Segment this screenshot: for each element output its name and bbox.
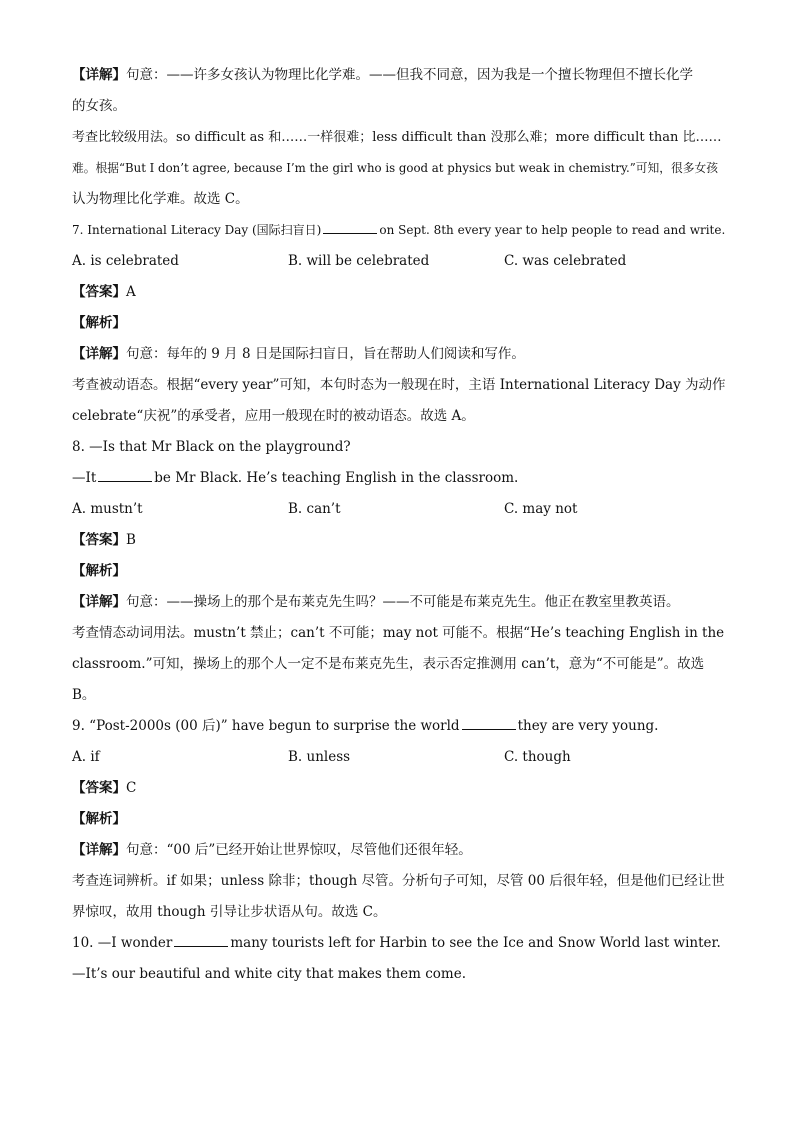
- q7-stem: [72, 215, 727, 246]
- q8-option-c: C. may not: [504, 501, 578, 517]
- q9-stem-part: they are very young.: [517, 718, 659, 734]
- q6-detail-cont: 的女孩。: [72, 98, 126, 114]
- q8-stem-reply: [72, 463, 727, 494]
- q9-detail: 【详解】句意：“00 后”已经开始让世界惊叹，尽管他们还很年轻。: [72, 842, 472, 858]
- q7-option-b: B. will be celebrated: [288, 253, 430, 269]
- q7-stem-part: 7. International Literacy Day (国际扫盲日): [72, 223, 322, 237]
- q7-explanation-line: celebrate“庆祝”的承受者，应用一般现在时的被动语态。故选 A。: [72, 408, 475, 424]
- q9-stem-part: 9. “Post-2000s (00 后)” have begun to surprise the world: [72, 718, 460, 734]
- q8-stem-part: be Mr Black. He’s teaching English in the classroom.: [154, 470, 519, 486]
- q6-detail: 【详解】句意：——许多女孩认为物理比化学难。——但我不同意，因为我是一个擅长物理但不擅长化学: [72, 67, 693, 83]
- q10-stem-reply: —It’s our beautiful and white city that makes them come.: [72, 966, 467, 982]
- q9-explanation-line: 考查连词辨析。if 如果；unless 除非；though 尽管。分析句子可知，尽管 00 后很年轻，但是他们已经让世: [72, 873, 725, 889]
- q7-detail: 【详解】句意：每年的 9 月 8 日是国际扫盲日，旨在帮助人们阅读和写作。: [72, 346, 525, 362]
- answer-blank: [323, 221, 377, 234]
- q9-option-b: B. unless: [288, 749, 351, 765]
- q10-stem-part: many tourists left for Harbin to see the Ice and Snow World last winter.: [230, 935, 721, 951]
- q8-detail: 【详解】句意：——操场上的那个是布莱克先生吗？——不可能是布莱克先生。他正在教室里教英语。: [72, 594, 680, 610]
- section-tag: 【答案】: [72, 532, 126, 548]
- q8-option-a: A. mustn’t: [72, 501, 143, 517]
- section-tag: 【详解】: [72, 594, 126, 610]
- section-tag: 【详解】: [72, 67, 126, 83]
- section-tag: 【解析】: [72, 811, 126, 827]
- q8-answer: 【答案】B: [72, 532, 136, 548]
- q8-explanation-line: 考查情态动词用法。mustn’t 禁止；can’t 不可能；may not 可能不。根据“He’s teaching English in the: [72, 625, 725, 641]
- q8-options: [72, 494, 727, 525]
- q9-answer: 【答案】C: [72, 780, 137, 796]
- section-tag: 【答案】: [72, 780, 126, 796]
- q8-analysis-label: [72, 556, 727, 587]
- q8-explanation-line: B。: [72, 687, 96, 703]
- q7-explanation-line: 考查被动语态。根据“every year”可知，本句时态为一般现在时，主语 International Literacy Day 为动作: [72, 377, 726, 393]
- q6-explanation-line: 难。根据“But I don’t agree, because I’m the girl who is good at physics but weak in chemistry.”可知，很多女孩: [72, 161, 719, 175]
- q7-option-c: C. was celebrated: [504, 253, 627, 269]
- q8-explanation-line: classroom.”可知，操场上的那个人一定不是布莱克先生，表示否定推测用 can’t，意为“不可能是”。故选: [72, 656, 705, 672]
- q6-explanation-line: 认为物理比化学难。故选 C。: [72, 191, 249, 207]
- q7-analysis-label: [72, 308, 727, 339]
- q9-analysis-label: [72, 804, 727, 835]
- q9-explanation-line: 界惊叹，故用 though 引导让步状语从句。故选 C。: [72, 904, 387, 920]
- q7-option-a: A. is celebrated: [72, 253, 179, 269]
- answer-blank: [174, 934, 228, 947]
- q8-stem-part: —It: [72, 470, 97, 486]
- q8-stem: 8. —Is that Mr Black on the playground?: [72, 439, 351, 455]
- q8-option-b: B. can’t: [288, 501, 341, 517]
- section-tag: 【详解】: [72, 346, 126, 362]
- q9-options: [72, 742, 727, 773]
- q7-answer: 【答案】A: [72, 284, 136, 300]
- q9-option-a: A. if: [72, 749, 100, 765]
- section-tag: 【解析】: [72, 315, 126, 331]
- section-tag: 【详解】: [72, 842, 126, 858]
- q7-options: [72, 246, 727, 277]
- answer-blank: [462, 717, 516, 730]
- section-tag: 【答案】: [72, 284, 126, 300]
- q9-stem: [72, 711, 727, 742]
- q10-stem-part: 10. —I wonder: [72, 935, 173, 951]
- q10-stem: [72, 928, 727, 959]
- section-tag: 【解析】: [72, 563, 126, 579]
- q6-explanation-line: 考查比较级用法。so difficult as 和……一样很难；less difficult than 没那么难；more difficult than 比……: [72, 130, 722, 145]
- document-page: [72, 60, 727, 990]
- answer-blank: [98, 469, 152, 482]
- q7-stem-part: on Sept. 8th every year to help people to read and write.: [379, 223, 726, 237]
- q9-option-c: C. though: [504, 749, 571, 765]
